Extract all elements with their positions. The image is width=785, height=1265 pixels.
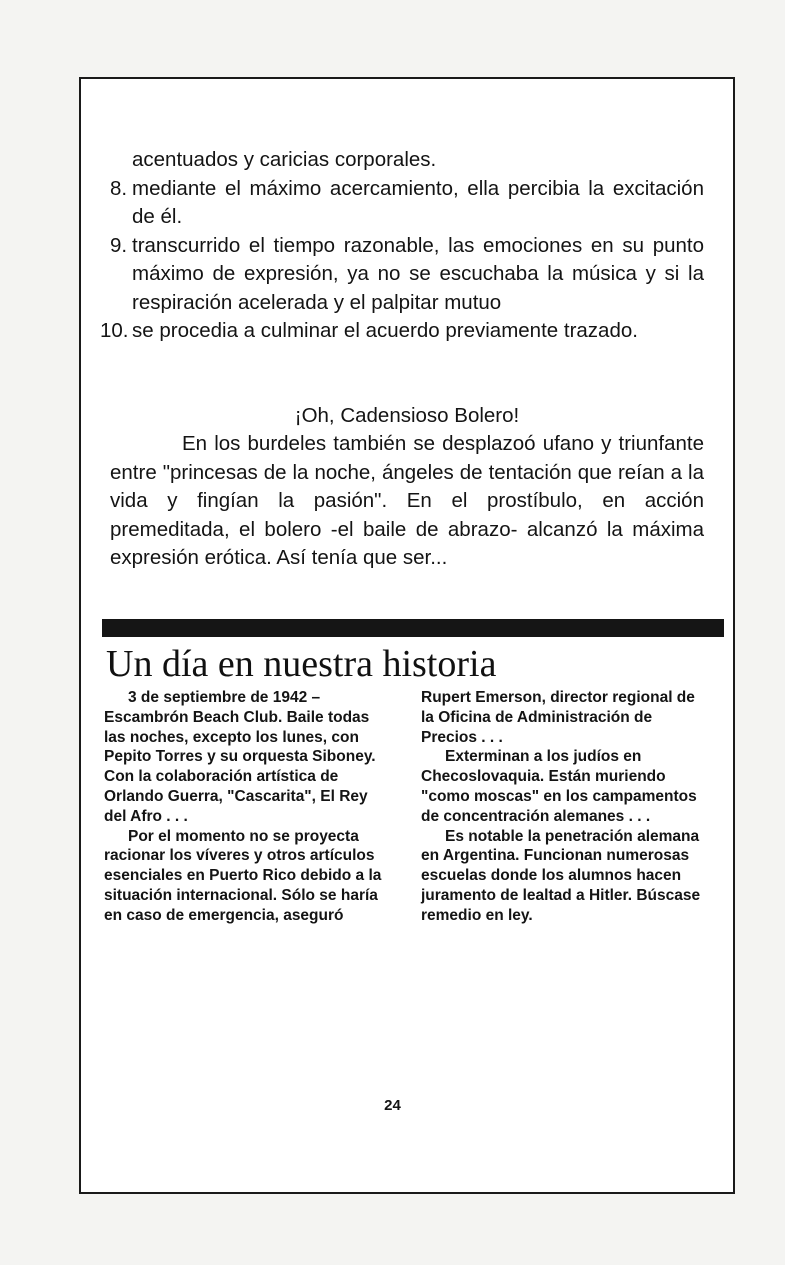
- list-item-text: mediante el máximo acercamiento, ella percibia la excitación de él.: [132, 176, 704, 228]
- list-item: [100, 317, 704, 346]
- essay-text: [100, 146, 704, 573]
- history-paragraph: Por el momento no se proyecta racionar los víveres y otros artículos esenciales en Puerto Rico debido a la situación internacional. Sólo se haría en caso de emergencia, aseguró: [104, 827, 382, 924]
- history-paragraph: 3 de septiembre de 1942 – Escambrón Beach Club. Baile todas las noches, excepto los lunes, con Pepito Torres y su orquesta Siboney. Con la colaboración artística de Orlando Guerra, "Cascarita", El Rey del Afro . . .: [104, 689, 376, 825]
- section-divider-bar: [102, 619, 724, 637]
- history-paragraph: Rupert Emerson, director regional de la Oficina de Administración de Precios . . .: [421, 689, 695, 746]
- history-paragraph: Exterminan a los judíos en Checoslovaquia. Están muriendo "como moscas" en los campamentos de concentración alemanes . . .: [421, 748, 697, 825]
- history-paragraph: Es notable la penetración alemana en Argentina. Funcionan numerosas escuelas donde los alumnos hacen juramento de lealtad a Hitler. Búscase remedio en ley.: [421, 827, 701, 924]
- continuation-line: acentuados y caricias corporales.: [132, 148, 437, 171]
- list-item-text: se procedia a culminar el acuerdo previamente trazado.: [132, 319, 638, 342]
- list-item: [110, 175, 704, 232]
- history-column-left: [104, 688, 394, 926]
- list-item-number: 8.: [110, 176, 128, 200]
- history-column-right: [421, 688, 711, 926]
- list-item-number: 10.: [100, 319, 129, 342]
- history-title: Un día en nuestra historia: [106, 643, 497, 685]
- list-item-text: transcurrido el tiempo razonable, las emociones en su punto máximo de expresión, ya no se escuchaba la música y si la respiración acelerada y el palpitar mutuo: [132, 233, 704, 314]
- section-subtitle: ¡Oh, Cadensioso Bolero!: [294, 403, 520, 427]
- body-paragraph: En los burdeles también se desplazoó ufano y triunfante entre "princesas de la noche, ángeles de tentación que reían a la vida y fingían la pasión". En el prostíbulo, en acción premeditada, el bolero -el baile de abrazo- alcanzó la máxima expresión erótica. Así tenía que ser...: [110, 432, 704, 569]
- list-item-number: 9.: [110, 233, 128, 257]
- page-number: 24: [384, 1097, 401, 1114]
- list-item: [110, 232, 704, 318]
